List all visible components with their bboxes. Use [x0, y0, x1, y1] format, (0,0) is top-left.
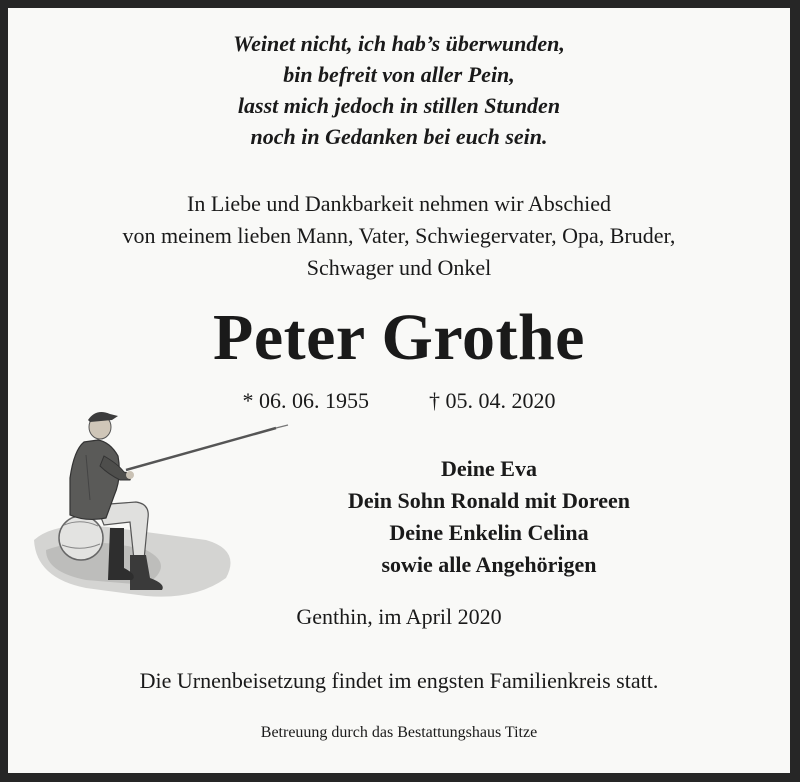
verse-line-3: lasst mich jedoch in stillen Stunden [237, 93, 561, 118]
obituary-notice [8, 8, 790, 773]
undertaker-credit: Betreuung durch das Bestattungshaus Titze [260, 724, 538, 741]
verse-line-4: noch in Gedanken bei euch sein. [250, 124, 548, 149]
verse [8, 28, 790, 152]
intro-line-2: von meinem lieben Mann, Vater, Schwiegervater, Opa, Bruder, [122, 223, 676, 248]
intro-text [8, 188, 790, 284]
intro-line-1: In Liebe und Dankbarkeit nehmen wir Abschied [187, 191, 611, 216]
mourners [98, 453, 800, 581]
verse-line-2: bin befreit von aller Pein, [283, 62, 515, 87]
funeral-notice: Die Urnenbeisetzung findet im engsten Familienkreis statt. [139, 668, 659, 693]
intro-line-3: Schwager und Onkel [306, 255, 492, 280]
deceased-name: Peter Grothe [213, 301, 585, 374]
place-date: Genthin, im April 2020 [296, 604, 502, 629]
mourner-line-2: Dein Sohn Ronald mit Doreen [348, 488, 630, 513]
mourner-line-3: Deine Enkelin Celina [389, 520, 589, 545]
birth-date: * 06. 06. 1955 [242, 388, 369, 413]
mourner-line-4: sowie alle Angehörigen [381, 552, 597, 577]
death-date: † 05. 04. 2020 [429, 388, 556, 413]
mourner-line-1: Deine Eva [441, 456, 537, 481]
verse-line-1: Weinet nicht, ich hab’s überwunden, [233, 31, 565, 56]
